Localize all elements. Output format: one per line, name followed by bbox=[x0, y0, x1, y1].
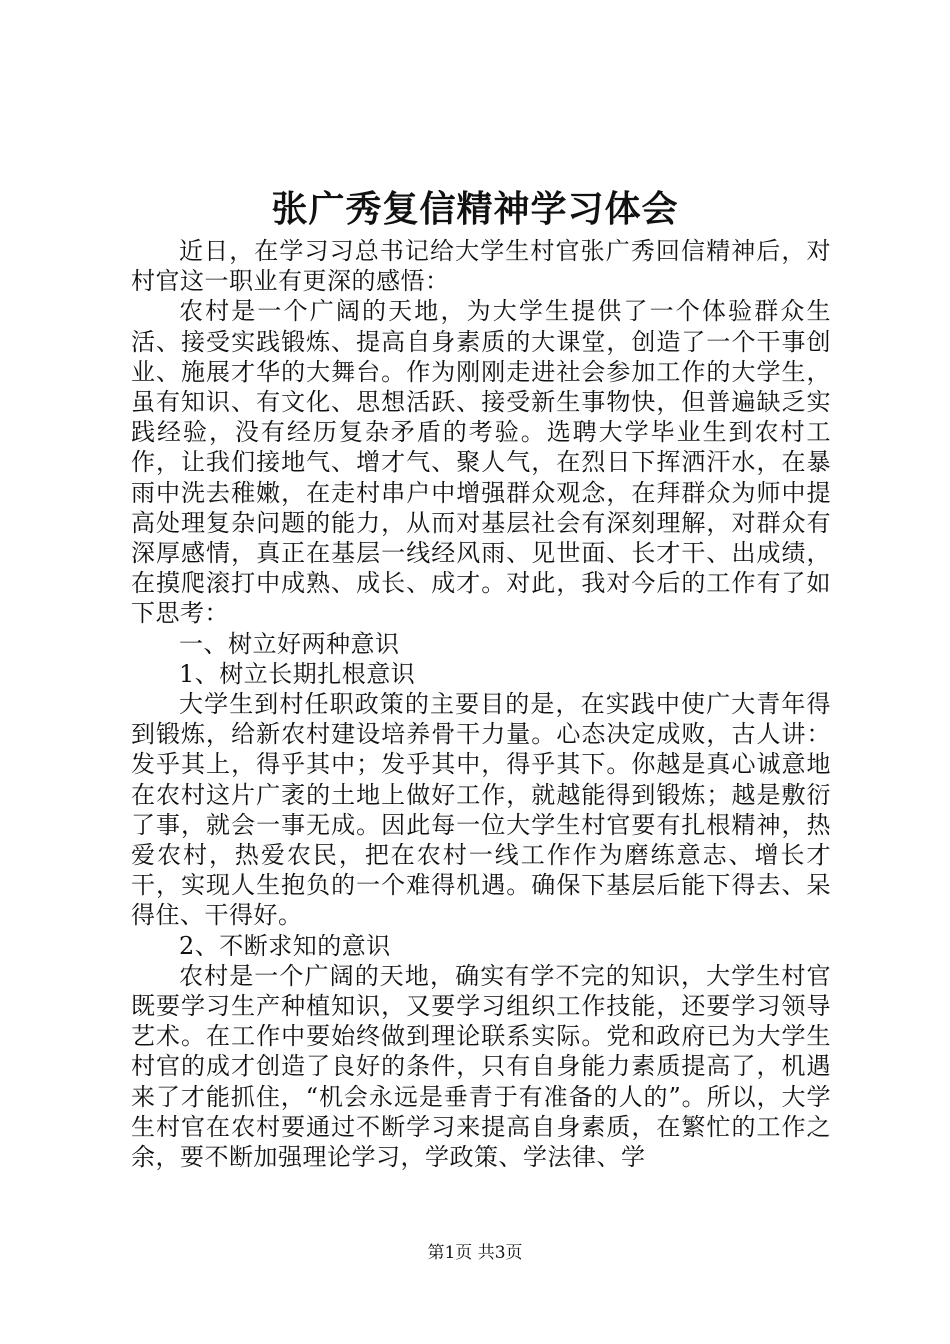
page-number-footer: 第1页 共3页 bbox=[427, 1243, 523, 1263]
subsection-heading: 2、不断求知的意识 bbox=[179, 931, 391, 960]
body-paragraph: 农村是一个广阔的天地，确实有学不完的知识，大学生村官既要学习生产种植知识，又要学习组织工作技能，还要学习领导艺术。在工作中要始终做到理论联系实际。党和政府已为大学生村官的成才创造了良好的条件，只有自身能力素质提高了，机遇来了才能抓住，“机会永远是垂青于有准备的人的”。所以，大学生村官在农村要通过不断学习来提高自身素质，在繁忙的工作之余，要不断加强理论学习，学政策、学法律、学 bbox=[131, 961, 831, 1172]
body-paragraph: 大学生到村任职政策的主要目的是，在实践中使广大青年得到锻炼，给新农村建设培养骨干力量。心态决定成败，古人讲：发乎其上，得乎其中；发乎其中，得乎其下。你越是真心诚意地在农村这片广袤的土地上做好工作，就越能得到锻炼；越是敷衍了事，就会一事无成。因此每一位大学生村官要有扎根精神，热爱农村，热爱农民，把在农村一线工作作为磨练意志、增长才干，实现人生抱负的一个难得机遇。确保下基层后能下得去、呆得住、干得好。 bbox=[131, 690, 831, 930]
intro-paragraph: 近日，在学习习总书记给大学生村官张广秀回信精神后，对村官这一职业有更深的感悟： bbox=[131, 237, 831, 296]
body-paragraph: 农村是一个广阔的天地，为大学生提供了一个体验群众生活、接受实践锻炼、提高自身素质的大课堂，创造了一个干事创业、施展才华的大舞台。作为刚刚走进社会参加工作的大学生，虽有知识、有文化、思想活跃、接受新生事物快，但普遍缺乏实践经验，没有经历复杂矛盾的考验。选聘大学毕业生到农村工作，让我们接地气、增才气、聚人气，在烈日下挥洒汗水，在暴雨中洗去稚嫩，在走村串户中增强群众观念，在拜群众为师中提高处理复杂问题的能力，从而对基层社会有深刻理解，对群众有深厚感情，真正在基层一线经风雨、见世面、长才干、出成绩，在摸爬滚打中成熟、成长、成才。对此，我对今后的工作有了如下思考： bbox=[131, 297, 831, 628]
section-heading: 一、树立好两种意识 bbox=[179, 629, 400, 658]
subsection-heading: 1、树立长期扎根意识 bbox=[179, 659, 416, 688]
document-title: 张广秀复信精神学习体会 bbox=[271, 188, 679, 230]
document-body bbox=[131, 236, 831, 1172]
